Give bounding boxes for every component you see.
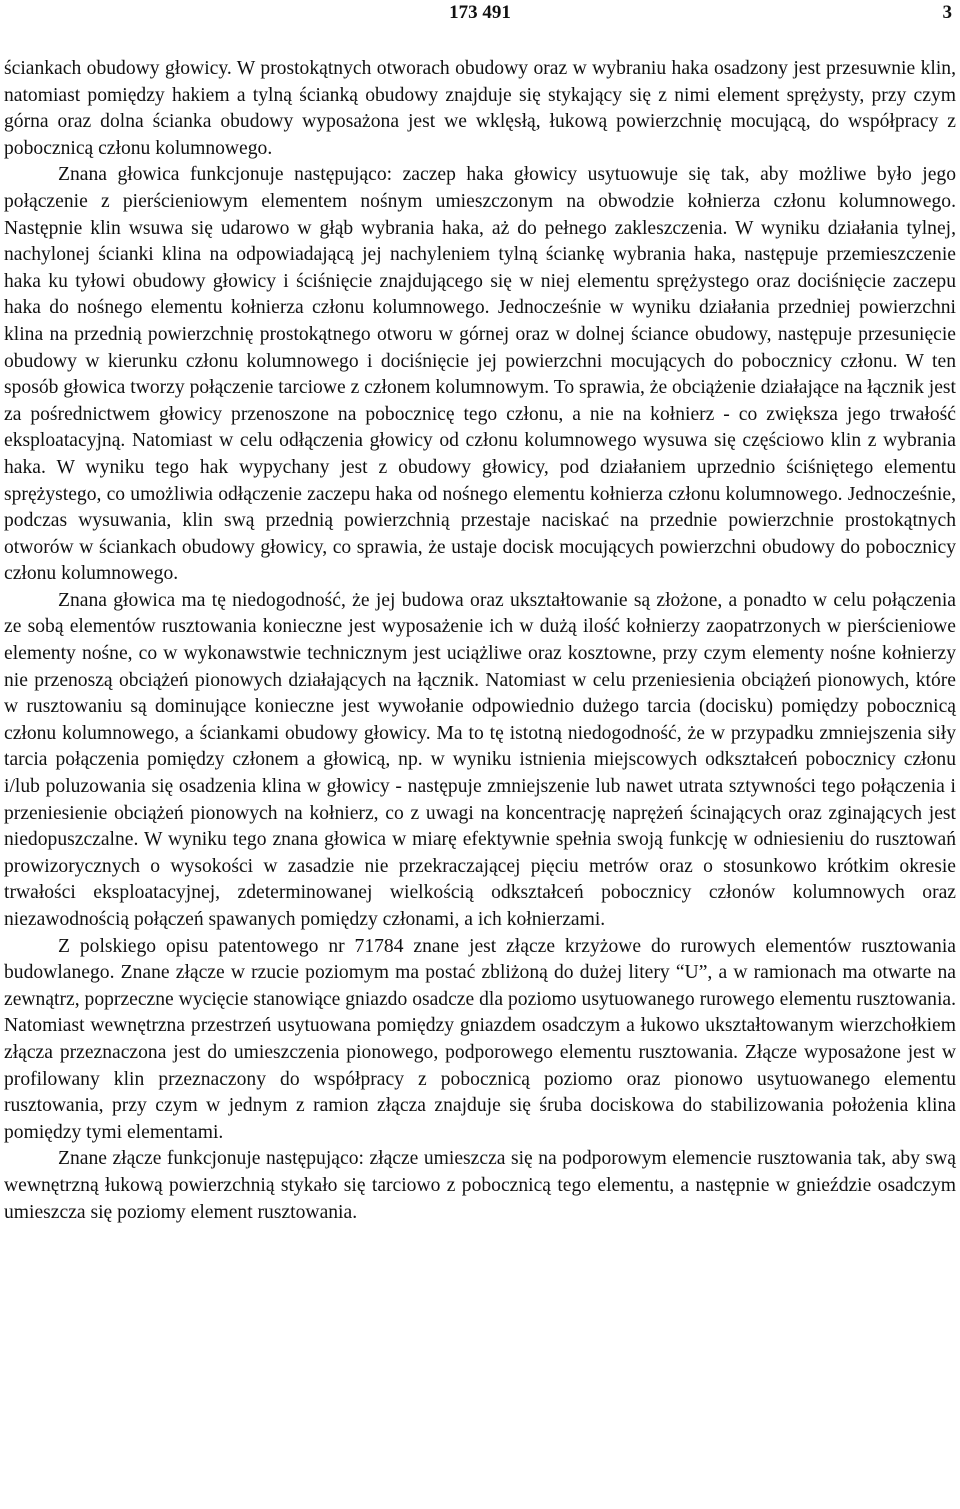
- page-header: [0, 0, 960, 30]
- document-body: [4, 56, 956, 1226]
- paragraph: Znana głowica funkcjonuje następująco: zaczep haka głowicy usytuowuje się tak, aby możliwe było jego połączenie z pierścieniowym elementem nośnym umieszczonym na obwodzie kołnierza członu kolumnowego. Następnie klin wsuwa się udarowo w głąb wybrania haka, aż do pełnego zakleszczenia. W wyniku działania tylnej, nachylonej ścianki klina na odpowiadającą jej nachyleniem tylną ściankę wybrania haka, następuje przemieszczenie haka ku tyłowi obudowy głowicy i ściśnięcie znajdującego się w niej elementu sprężystego oraz dociśnięcie zaczepu haka do nośnego elementu kołnierza członu kolumnowego. Jednocześnie w wyniku działania przedniej powierzchni klina na przednią powierzchnię prostokątnego otworu w górnej oraz w dolnej ściance obudowy, następuje przesunięcie obudowy w kierunku członu kolumnowego i dociśnięcie jej powierzchni mocujących do pobocznicy członu. W ten sposób głowica tworzy połączenie tarciowe z członem kolumnowym. To sprawia, że obciążenie działające na łącznik jest za pośrednictwem głowicy przenoszone na pobocznicę tego członu, a nie na kołnierz - co zwiększa jego trwałość eksploatacyjną. Natomiast w celu odłączenia głowicy od członu kolumnowego wysuwa się częściowo klin z wybrania haka. W wyniku tego hak wypychany jest z obudowy głowicy, pod działaniem uprzednio ściśniętego elementu sprężystego, co umożliwia odłączenie zaczepu haka od nośnego elementu kołnierza członu kolumnowego. Jednocześnie, podczas wysuwania, klin swą przednią powierzchnią przestaje naciskać na przednie powierzchnie prostokątnych otworów w ściankach obudowy głowicy, co sprawia, że ustaje docisk mocujących powierzchni obudowy do pobocznicy członu kolumnowego.: [4, 164, 956, 585]
- page-number: 3: [942, 2, 952, 23]
- paragraph: Z polskiego opisu patentowego nr 71784 znane jest złącze krzyżowe do rurowych elementów rusztowania budowlanego. Znane złącze w rzucie poziomym ma postać zbliżoną do dużej litery “U”, a w ramionach ma otwarte na zewnątrz, poprzeczne wycięcie stanowiące gniazdo osadcze dla poziomo usytuowanego rurowego elementu rusztowania. Natomiast wewnętrzna przestrzeń usytuowana pomiędzy gniazdem osadczym a łukowo ukształtowanym wierzchołkiem złącza przeznaczona jest do umieszczenia pionowego, podporowego elementu rusztowania. Złącze wyposażone jest w profilowany klin przeznaczony do współpracy z pobocznicą poziomo oraz pionowo usytuowanego elementu rusztowania, przy czym w jednym z ramion złącza znajduje się śruba dociskowa do stabilizowania położenia klina pomiędzy tymi elementami.: [4, 935, 956, 1143]
- paragraph: Znane złącze funkcjonuje następująco: złącze umieszcza się na podporowym elemencie rusztowania tak, aby swą wewnętrzną łukową powierzchnią stykało się tarciowo z pobocznicą tego elementu, a następnie w gnieździe osadczym umieszcza się poziomy element rusztowania.: [4, 1148, 956, 1223]
- paragraph-continuation: ściankach obudowy głowicy. W prostokątnych otworach obudowy oraz w wybraniu haka osadzony jest przesuwnie klin, natomiast pomiędzy hakiem a tylną ścianką obudowy znajduje się stykający się z nimi element sprężysty, przy czym górna oraz dolna ścianka obudowy wyposażona jest we wklęsłą, łukową powierzchnię mocującą, do współpracy z pobocznicą członu kolumnowego.: [4, 58, 956, 159]
- paragraph: Znana głowica ma tę niedogodność, że jej budowa oraz ukształtowanie są złożone, a ponadto w celu połączenia ze sobą elementów rusztowania konieczne jest wyposażenie ich w dużą ilość kołnierzy zaopatrzonych w pierścieniowe elementy nośne, co w wykonawstwie technicznym jest uciążliwe oraz kosztowne, przy czym elementy nośne kołnierzy nie przenoszą obciążeń pionowych działających na łącznik. Natomiast w celu przeniesienia obciążeń pionowych, które w rusztowaniu są dominujące konieczne jest wywołanie odpowiednio dużego tarcia (docisku) pomiędzy pobocznicą członu kolumnowego, a ściankami obudowy głowicy. Ma to tę istotną niedogodność, że w przypadku zmniejszenia siły tarcia połączenia pomiędzy członem a głowicą, np. w wyniku istnienia miejscowych odkształceń pobocznicy członu i/lub poluzowania się osadzenia klina w głowicy - następuje zmniejszenie lub nawet utrata sztywności tego połączenia i przeniesienie obciążeń pionowych na kołnierz, co z uwagi na koncentrację naprężeń ścinających oraz zginających jest niedopuszczalne. W wyniku tego znana głowica w miarę efektywnie spełnia swoją funkcję w odniesieniu do rusztowań prowizorycznych o wysokości w zasadzie nie przekraczającej pięciu metrów oraz o stosunkowo krótkim okresie trwałości eksploatacyjnej, zdeterminowanej wielkością odkształceń pobocznicy członów kolumnowych oraz niezawodnością połączeń spawanych pomiędzy członami, a ich kołnierzami.: [4, 589, 956, 930]
- patent-number: 173 491: [449, 2, 511, 23]
